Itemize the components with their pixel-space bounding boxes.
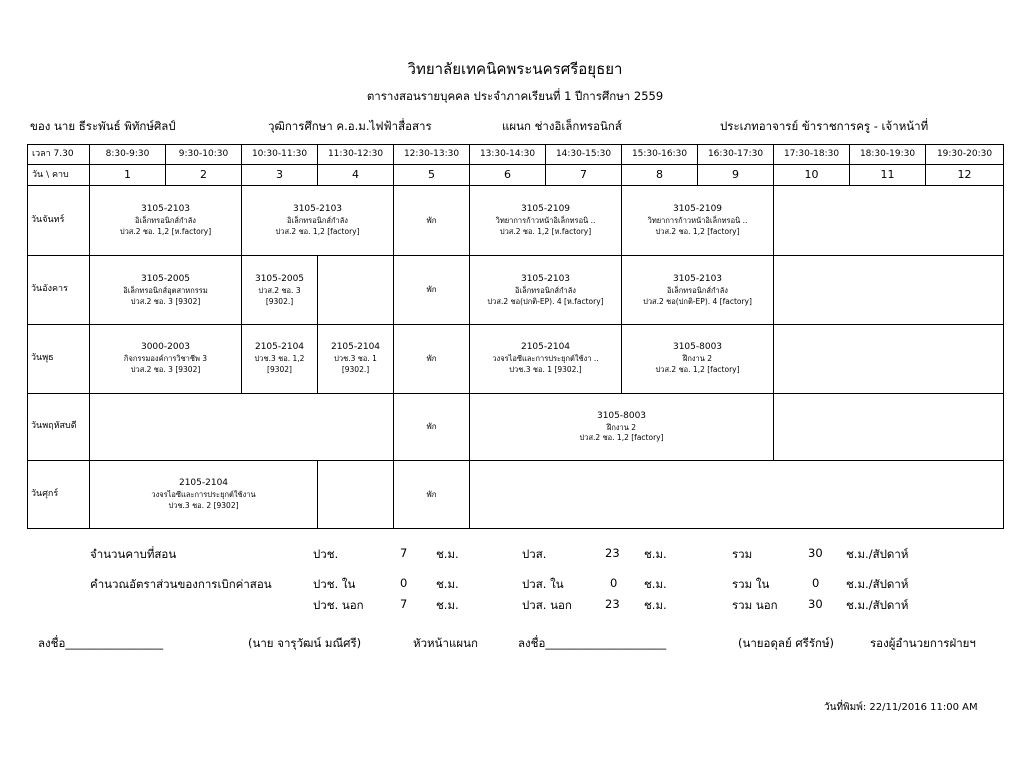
empty-cell: [774, 256, 1004, 325]
print-date: วันที่พิมพ์: 22/11/2016 11:00 AM: [824, 702, 978, 713]
class-cell: [242, 256, 318, 325]
summary-voc-out-unit: ช.ม.: [436, 598, 459, 612]
summary-total-out-value: 30: [808, 597, 823, 611]
class-subject: ฝึกงาน 2: [606, 422, 637, 432]
class-cell: [470, 324, 622, 393]
signature-line-1: ลงชื่อ_________________: [38, 636, 164, 650]
class-subject: อิเล็กทรอนิกส์กำลัง: [667, 285, 728, 295]
time-slot: 8:30-9:30: [90, 145, 166, 165]
class-group: ปวส.2 ชอ. 3: [258, 285, 301, 295]
summary-total-unit: ช.ม./สัปดาห์: [846, 547, 909, 561]
teacher-qualification: วุฒิการศึกษา ค.อ.ม.ไฟฟ้าสื่อสาร: [268, 119, 432, 133]
summary-hvoc-label: ปวส.: [522, 547, 547, 561]
signer-name-2: (นายอดุลย์ ศรีรักษ์): [738, 636, 835, 650]
class-code: 3105-2103: [292, 204, 343, 215]
period-number: 4: [318, 165, 394, 186]
class-cell: [470, 256, 622, 325]
day-label-thursday: วันพฤหัสบดี: [28, 393, 90, 461]
class-room: [9302]: [267, 365, 292, 375]
break-cell: พัก: [394, 256, 470, 325]
class-group: ปวส.2 ชอ(ปกติ-EP). 4 [factory]: [643, 296, 752, 306]
summary-hvoc-unit: ช.ม.: [644, 547, 667, 561]
timetable: [27, 144, 1004, 529]
summary-hvoc-value: 23: [605, 546, 620, 560]
class-group: ปวส.2 ชอ. 1,2 [factory]: [275, 227, 360, 237]
class-subject: กิจกรรมองค์การวิชาชีพ 3: [123, 354, 208, 364]
class-group: ปวช.3 ชอ. 1: [334, 354, 377, 364]
summary-voc-in-unit: ช.ม.: [436, 577, 459, 591]
time-slot: 10:30-11:30: [242, 145, 318, 165]
summary-voc-in-label: ปวช. ใน: [313, 577, 356, 591]
class-cell: [242, 324, 318, 393]
class-cell: [622, 256, 774, 325]
empty-cell: [774, 186, 1004, 256]
class-cell: [470, 393, 774, 461]
break-cell: พัก: [394, 461, 470, 529]
day-row-friday: [28, 461, 1004, 529]
class-subject: ฝึกงาน 2: [682, 354, 713, 364]
class-group: ปวช.3 ชอ. 2 [9302]: [168, 501, 239, 511]
break-cell: พัก: [394, 186, 470, 256]
day-label-wednesday: วันพุธ: [28, 324, 90, 393]
class-cell: [622, 186, 774, 256]
period-label: วัน \ คาบ: [28, 165, 90, 186]
schedule-subtitle: ตารางสอนรายบุคคล ประจำภาคเรียนที่ 1 ปีการศึกษา 2559: [366, 89, 664, 103]
time-header-row: [28, 145, 1004, 165]
class-room: [9302.]: [341, 365, 370, 375]
class-code: 3105-2103: [520, 273, 571, 284]
class-group: ปวส.2 ชอ. 1,2 [factory]: [655, 365, 740, 375]
time-slot: 13:30-14:30: [470, 145, 546, 165]
class-code: 3105-8003: [672, 342, 723, 353]
summary-periods-label: จำนวนคาบที่สอน: [90, 547, 177, 561]
summary-hvoc-in-value: 0: [610, 576, 618, 590]
class-code: 2105-2104: [178, 478, 229, 489]
period-number: 6: [470, 165, 546, 186]
break-cell: พัก: [394, 393, 470, 461]
summary-hvoc-in-label: ปวส. ใน: [522, 577, 564, 591]
class-cell: [90, 324, 242, 393]
class-cell: [622, 324, 774, 393]
class-code: 3105-2103: [672, 273, 723, 284]
teacher-name: ของ นาย ธีระพันธ์ พิทักษ์ศิลป์: [30, 119, 176, 133]
class-code: 2105-2104: [254, 342, 305, 353]
empty-cell: [318, 256, 394, 325]
college-title: วิทยาลัยเทคนิคพระนครศรีอยุธยา: [407, 60, 623, 78]
class-code: 3105-2005: [140, 273, 191, 284]
time-slot: 14:30-15:30: [546, 145, 622, 165]
time-label: เวลา 7.30: [28, 145, 90, 165]
teacher-department: แผนก ช่างอิเล็กทรอนิกส์: [502, 119, 622, 133]
period-number: 5: [394, 165, 470, 186]
signer-role-1: หัวหน้าแผนก: [413, 636, 478, 650]
summary-total-in-label: รวม ใน: [732, 577, 770, 591]
class-subject: วิทยาการก้าวหน้าอิเล็กทรอนิ ..: [647, 216, 748, 226]
class-cell: [90, 256, 242, 325]
break-cell: พัก: [394, 324, 470, 393]
class-cell: [90, 461, 318, 529]
period-number: 2: [166, 165, 242, 186]
summary-voc-label: ปวช.: [313, 547, 339, 561]
class-room: [9302.]: [265, 296, 294, 306]
class-code: 3105-2005: [254, 273, 305, 284]
class-subject: อิเล็กทรอนิกส์กำลัง: [287, 216, 348, 226]
summary-voc-unit: ช.ม.: [436, 547, 459, 561]
period-number: 3: [242, 165, 318, 186]
summary-total-value: 30: [808, 546, 823, 560]
class-subject: วงจรไอซีและการประยุกต์ใช้งาน: [151, 490, 256, 500]
period-number: 11: [850, 165, 926, 186]
class-subject: วงจรไอซีและการประยุกต์ใช้งา ..: [492, 354, 599, 364]
class-cell: [242, 186, 394, 256]
class-code: 3000-2003: [140, 342, 191, 353]
class-group: ปวช.3 ชอ. 1 [9302.]: [509, 365, 582, 375]
summary-hvoc-out-label: ปวส. นอก: [522, 598, 572, 612]
time-slot: 19:30-20:30: [926, 145, 1004, 165]
class-code: 3105-2103: [140, 204, 191, 215]
class-subject: อิเล็กทรอนิกส์กำลัง: [135, 216, 196, 226]
summary-hvoc-out-value: 23: [605, 597, 620, 611]
period-number: 8: [622, 165, 698, 186]
summary-hvoc-in-unit: ช.ม.: [644, 577, 667, 591]
period-number: 12: [926, 165, 1004, 186]
time-slot: 11:30-12:30: [318, 145, 394, 165]
time-slot: 16:30-17:30: [698, 145, 774, 165]
empty-cell: [90, 393, 394, 461]
empty-cell: [774, 393, 1004, 461]
class-code: 3105-2109: [520, 204, 571, 215]
signer-role-2: รองผู้อำนวยการฝ่ายฯ: [870, 636, 976, 650]
period-number: 9: [698, 165, 774, 186]
class-cell: [318, 324, 394, 393]
summary-voc-value: 7: [400, 546, 408, 560]
period-number: 7: [546, 165, 622, 186]
day-label-monday: วันจันทร์: [28, 186, 90, 256]
class-subject: วิทยาการก้าวหน้าอิเล็กทรอนิ ..: [495, 216, 596, 226]
class-group: ปวส.2 ชอ. 3 [9302]: [130, 296, 201, 306]
period-number: 1: [90, 165, 166, 186]
period-header-row: [28, 165, 1004, 186]
day-row-thursday: [28, 393, 1004, 461]
class-cell: [90, 186, 242, 256]
teacher-type: ประเภทอาจารย์ ข้าราชการครู - เจ้าหน้าที่: [720, 119, 929, 133]
summary-total-in-value: 0: [812, 576, 820, 590]
day-label-tuesday: วันอังคาร: [28, 256, 90, 325]
class-subject: อิเล็กทรอนิกส์กำลัง: [515, 285, 576, 295]
time-slot: 18:30-19:30: [850, 145, 926, 165]
empty-cell: [318, 461, 394, 529]
empty-cell: [774, 324, 1004, 393]
period-number: 10: [774, 165, 850, 186]
class-code: 2105-2104: [330, 342, 381, 353]
time-slot: 12:30-13:30: [394, 145, 470, 165]
time-slot: 17:30-18:30: [774, 145, 850, 165]
day-row-tuesday: [28, 256, 1004, 325]
class-group: ปวส.2 ชอ. 1,2 [factory]: [655, 227, 740, 237]
day-label-friday: วันศุกร์: [28, 461, 90, 529]
class-group: ปวส.2 ชอ(ปกติ-EP). 4 [ห.factory]: [487, 296, 604, 306]
class-group: ปวส.2 ชอ. 1,2 [ห.factory]: [119, 227, 212, 237]
summary-hvoc-out-unit: ช.ม.: [644, 598, 667, 612]
summary-total-label: รวม: [732, 547, 753, 561]
class-cell: [470, 186, 622, 256]
class-code: 3105-8003: [596, 410, 647, 421]
class-group: ปวส.2 ชอ. 1,2 [ห.factory]: [499, 227, 592, 237]
class-group: ปวช.3 ชอ. 1,2: [254, 354, 305, 364]
summary-total-out-unit: ช.ม./สัปดาห์: [846, 598, 909, 612]
signer-name-1: (นาย จารุวัฒน์ มณีศรี): [248, 636, 362, 650]
class-subject: อิเล็กทรอนิกส์อุตสาหกรรม: [123, 285, 208, 295]
summary-voc-out-label: ปวช. นอก: [313, 598, 364, 612]
class-group: ปวส.2 ชอ. 3 [9302]: [130, 365, 201, 375]
summary-total-out-label: รวม นอก: [732, 598, 778, 612]
signature-line-2: ลงชื่อ_____________________: [518, 636, 667, 650]
class-code: 2105-2104: [520, 342, 571, 353]
summary-voc-out-value: 7: [400, 597, 408, 611]
summary-total-in-unit: ช.ม./สัปดาห์: [846, 577, 909, 591]
day-row-wednesday: [28, 324, 1004, 393]
summary-voc-in-value: 0: [400, 576, 408, 590]
time-slot: 15:30-16:30: [622, 145, 698, 165]
summary-ratio-label: คำนวณอัตราส่วนของการเบิกค่าสอน: [90, 577, 272, 591]
class-group: ปวส.2 ชอ. 1,2 [factory]: [579, 433, 664, 443]
class-code: 3105-2109: [672, 204, 723, 215]
day-row-monday: [28, 186, 1004, 256]
empty-cell: [470, 461, 1004, 529]
time-slot: 9:30-10:30: [166, 145, 242, 165]
